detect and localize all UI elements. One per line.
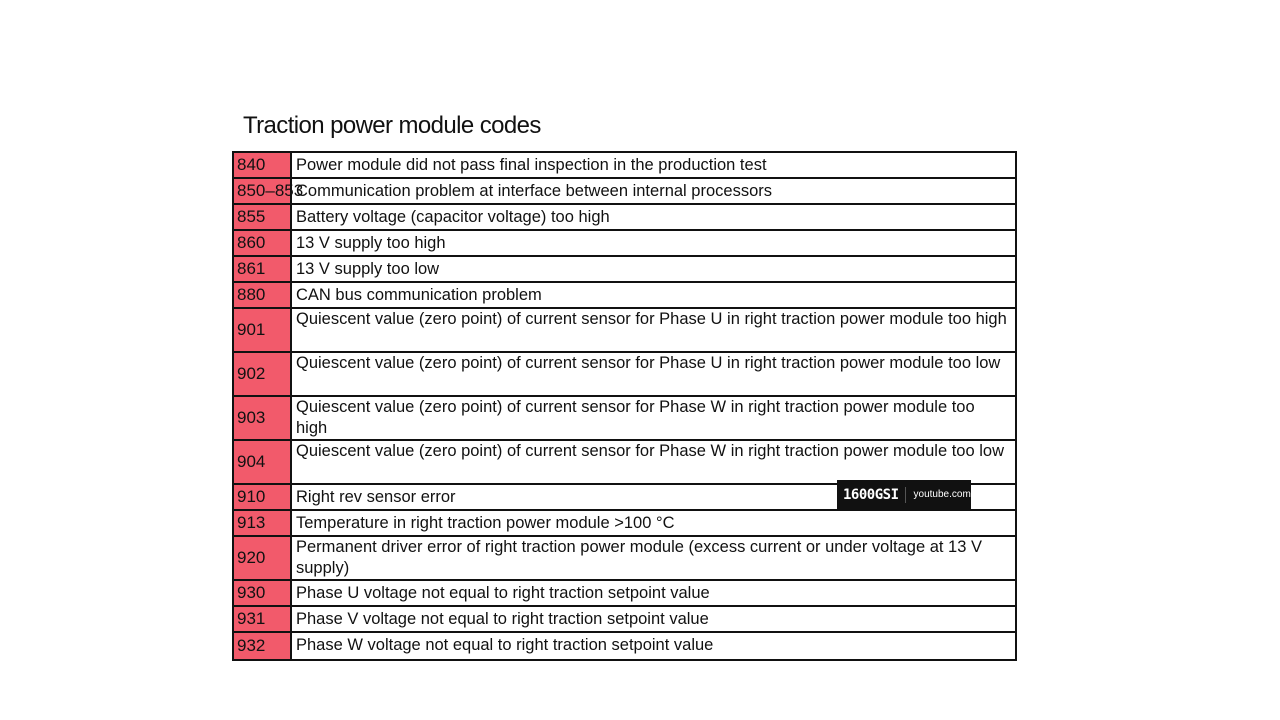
- code-cell: 855: [234, 205, 292, 229]
- description-cell: Quiescent value (zero point) of current sensor for Phase U in right traction power module too low: [296, 354, 1001, 372]
- description-cell: Quiescent value (zero point) of current sensor for Phase W in right traction power module too high: [296, 398, 975, 437]
- table-row: [234, 309, 1015, 353]
- description-cell: Phase V voltage not equal to right traction setpoint value: [296, 610, 709, 628]
- code-cell: 840: [234, 153, 292, 177]
- code-cell: 932: [234, 633, 292, 659]
- table-row: [234, 205, 1015, 231]
- code-cell: 901: [234, 309, 292, 351]
- code-cell: 931: [234, 607, 292, 631]
- code-cell: 930: [234, 581, 292, 605]
- table-row: [234, 397, 1015, 441]
- code-cell: 902: [234, 353, 292, 395]
- description-cell: Phase W voltage not equal to right traction setpoint value: [296, 636, 714, 654]
- table-row: [234, 231, 1015, 257]
- description-cell: Temperature in right traction power module >100 °C: [296, 514, 675, 532]
- code-cell: 880: [234, 283, 292, 307]
- code-cell: 904: [234, 441, 292, 483]
- description-cell: Communication problem at interface between internal processors: [296, 182, 772, 200]
- table-row: [234, 581, 1015, 607]
- table-row: [234, 283, 1015, 309]
- description-cell: Quiescent value (zero point) of current sensor for Phase W in right traction power module too low: [296, 442, 1005, 460]
- description-cell: 13 V supply too low: [296, 260, 440, 278]
- table-row: [234, 257, 1015, 283]
- description-cell: Phase U voltage not equal to right traction setpoint value: [296, 584, 710, 602]
- codes-table: [232, 151, 1017, 661]
- description-cell: Battery voltage (capacitor voltage) too high: [296, 208, 610, 226]
- description-cell: Power module did not pass final inspection in the production test: [296, 156, 767, 174]
- table-row: [234, 537, 1015, 581]
- table-row: [234, 633, 1015, 659]
- code-cell: 860: [234, 231, 292, 255]
- channel-watermark: [837, 480, 971, 509]
- code-cell: 913: [234, 511, 292, 535]
- page-title: Traction power module codes: [243, 112, 541, 139]
- watermark-brand: 1600GSI: [843, 487, 906, 503]
- code-cell: 920: [234, 537, 292, 579]
- code-cell: 910: [234, 485, 292, 509]
- description-cell: Quiescent value (zero point) of current sensor for Phase U in right traction power module too high: [296, 310, 1007, 328]
- table-row: [234, 511, 1015, 537]
- table-row: [234, 153, 1015, 179]
- table-row: [234, 441, 1015, 485]
- code-cell: 903: [234, 397, 292, 439]
- description-cell: Right rev sensor error: [296, 488, 456, 506]
- description-cell: CAN bus communication problem: [296, 286, 542, 304]
- code-cell: 850–853: [234, 179, 292, 203]
- code-cell: 861: [234, 257, 292, 281]
- description-cell: 13 V supply too high: [296, 234, 446, 252]
- table-row: [234, 179, 1015, 205]
- table-row: [234, 353, 1015, 397]
- description-cell: Permanent driver error of right traction power module (excess current or under voltage at 13 V supply): [296, 538, 982, 577]
- table-row: [234, 607, 1015, 633]
- watermark-site: youtube.com: [913, 489, 971, 500]
